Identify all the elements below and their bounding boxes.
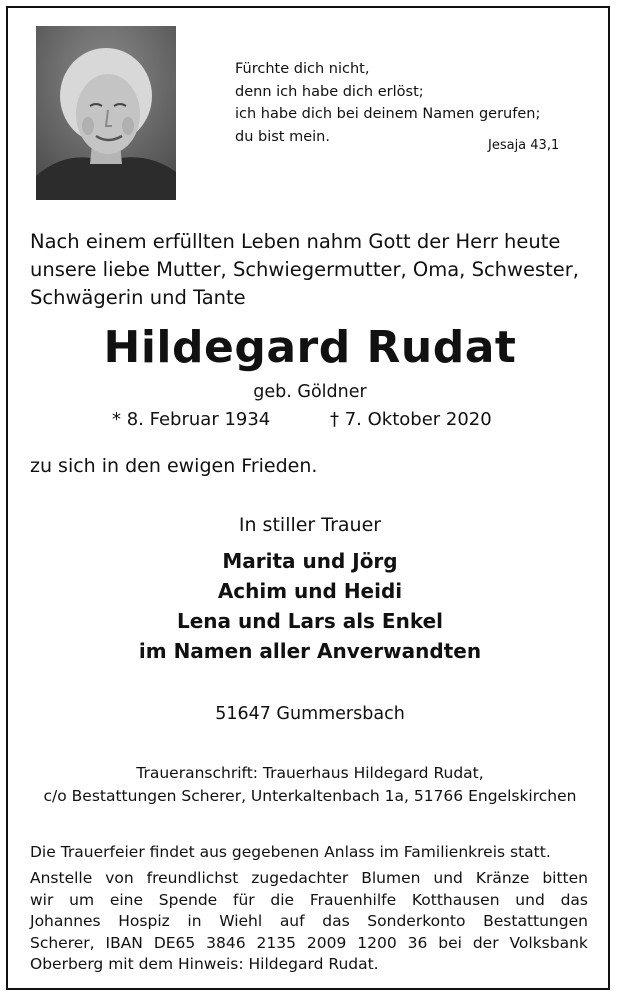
funeral-note: Die Trauerfeier findet aus gegebenen Anlass im Familienkreis statt. <box>30 843 551 861</box>
verse-line: ich habe dich bei deinem Namen gerufen; <box>235 106 541 122</box>
mourner-line: Marita und Jörg <box>222 549 398 573</box>
word: Scherer, <box>30 933 95 952</box>
verse-line: denn ich habe dich erlöst; <box>235 83 424 100</box>
word: 2009 <box>306 933 347 952</box>
word: 3846 <box>206 933 246 952</box>
intro-line: unsere liebe Mutter, Schwiegermutter, Oma, Schwester, <box>30 258 579 281</box>
word: von <box>105 869 134 887</box>
word: das <box>322 912 350 930</box>
condolence-address <box>0 762 620 808</box>
mourner-line: Achim und Heidi <box>217 579 403 603</box>
birth-name: geb. Göldner <box>253 382 367 402</box>
word: in <box>187 912 202 930</box>
word: und <box>433 869 463 887</box>
word: Frauenhilfe <box>309 890 397 909</box>
word: bei <box>438 933 462 952</box>
word: Sonderkonto <box>367 912 466 930</box>
place-line: 51647 Gummersbach <box>215 704 405 724</box>
portrait-photo <box>36 26 176 200</box>
mourner-line: Lena und Lars als Enkel <box>176 609 444 633</box>
word: Kränze <box>475 869 530 887</box>
word: IBAN <box>105 933 143 952</box>
word: Hospiz <box>118 912 170 930</box>
word: und <box>515 890 545 909</box>
verse-line: Fürchte dich nicht, <box>235 61 370 77</box>
birth-date: * 8. Februar 1934 <box>112 409 271 430</box>
closing-line: zu sich in den ewigen Frieden. <box>30 455 318 477</box>
word: Kotthausen <box>411 890 500 909</box>
word: Johannes <box>30 912 101 930</box>
address-line: Traueranschrift: Trauerhaus Hildegard Rudat, <box>136 764 484 782</box>
donation-line: Oberberg mit dem Hinweis: Hildegard Rudat. <box>30 955 379 973</box>
portrait-image <box>36 26 176 200</box>
word: der <box>472 933 499 952</box>
deceased-name: Hildegard Rudat <box>103 322 517 373</box>
bible-verse <box>235 58 565 148</box>
word: bitten <box>542 869 588 887</box>
word: Anstelle <box>30 869 93 887</box>
intro-line: Schwägerin und Tante <box>30 286 246 309</box>
word: DE65 <box>153 933 196 952</box>
word: zugedachter <box>251 869 349 887</box>
word: eine <box>109 890 144 909</box>
intro-line: Nach einem erfüllten Leben nahm Gott der Herr heute <box>30 230 561 253</box>
word: auf <box>279 912 305 930</box>
word: das <box>560 890 588 909</box>
donation-line <box>30 911 588 933</box>
word: Blumen <box>361 869 421 887</box>
word: Bestattungen <box>483 912 588 930</box>
death-date: † 7. Oktober 2020 <box>330 409 492 430</box>
intro-text <box>30 228 595 312</box>
word: wir <box>30 890 54 909</box>
word: freundlichst <box>146 869 239 887</box>
word: 1200 <box>357 933 397 952</box>
donation-line <box>30 933 588 955</box>
word: 36 <box>407 933 428 952</box>
mourner-line: im Namen aller Anverwandten <box>138 639 482 663</box>
word: um <box>69 890 95 909</box>
word: Spende <box>158 890 218 909</box>
donation-line <box>30 868 588 890</box>
mourners-list <box>0 546 620 666</box>
verse-reference: Jesaja 43,1 <box>488 138 560 153</box>
word: 2135 <box>256 933 296 952</box>
donation-line <box>30 890 588 912</box>
word: für <box>232 890 255 909</box>
donation-note <box>30 868 588 976</box>
mourning-heading: In stiller Trauer <box>238 514 382 536</box>
word: Volksbank <box>509 933 588 952</box>
verse-line: du bist mein. <box>235 128 330 145</box>
word: Wiehl <box>219 912 263 930</box>
address-line: c/o Bestattungen Scherer, Unterkaltenbach 1a, 51766 Engelskirchen <box>43 787 577 805</box>
word: die <box>270 890 295 909</box>
